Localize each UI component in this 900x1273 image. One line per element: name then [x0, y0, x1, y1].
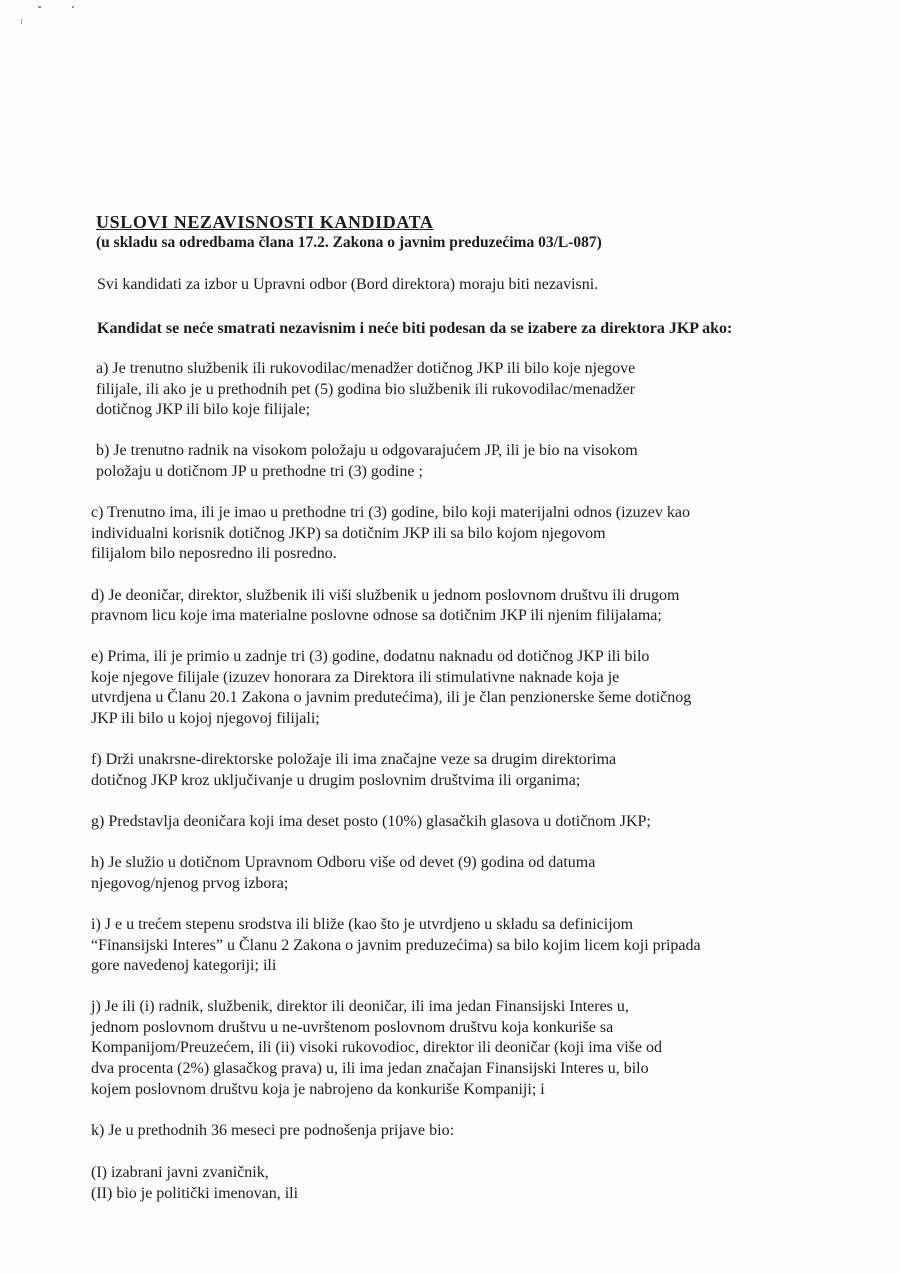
item-e-line-4: JKP ili bilo u kojoj njegovoj filijali;	[91, 710, 320, 727]
scan-mark	[38, 6, 41, 8]
item-a-line-3: dotičnog JKP ili bilo koje filijale;	[96, 401, 311, 418]
item-g-line-1: g) Predstavlja deoničara koji ima deset posto (10%) glasačkih glasova u dotičnom JKP;	[91, 813, 651, 830]
item-j-line-5: kojem poslovnom društvu koja je nabrojeno da konkuriše Kompaniji; i	[91, 1081, 545, 1098]
item-f-line-2: dotičnog JKP kroz uključivanje u drugim poslovnim društvima ili organima;	[91, 772, 581, 789]
item-j-line-4: dva procenta (2%) glasačkog prava) u, ili ima jedan značajan Finansijski Interes u, bilo	[91, 1060, 649, 1077]
item-c-line-3: filijalom bilo neposredno ili posredno.	[91, 545, 337, 562]
item-i-line-2: “Finansijski Interes” u Članu 2 Zakona o javnim preduzećima) sa bilo kojim licem koji pripada	[91, 937, 701, 954]
item-h-line-1: h) Je služio u dotičnom Upravnom Odboru više od devet (9) godina od datuma	[91, 854, 596, 871]
item-d-line-1: d) Je deoničar, direktor, službenik ili viši službenik u jednom poslovnom društvu ili drugom	[91, 587, 680, 604]
item-c-line-1: c) Trenutno ima, ili je imao u prethodne tri (3) godine, bilo koji materijalni odnos (izuzev kao	[91, 504, 690, 521]
item-a-line-2: filijale, ili ako je u prethodnih pet (5) godina bio službenik ili rukovodilac/menadžer	[96, 381, 635, 398]
item-e-line-3: utvrdjena u Članu 20.1 Zakona o javnim predutećima), ili je član penzionerske šeme dotičnog	[91, 689, 692, 706]
item-e-line-2: koje njegove filijale (izuzev honorara za Direktora ili stimulativne naknade koja je	[91, 669, 620, 686]
sub-item-1: (I) izabrani javni zvaničnik,	[91, 1164, 269, 1181]
item-a-line-1: a) Je trenutno službenik ili rukovodilac/menadžer dotičnog JKP ili bilo koje njegove	[96, 360, 636, 377]
document-subtitle: (u skladu sa odredbama člana 17.2. Zakona o javnim preduzećima 03/L-087)	[96, 234, 602, 251]
item-i-line-1: i) J e u trećem stepenu srodstva ili bliže (kao što je utvrdjeno u skladu sa definicijom	[91, 916, 634, 933]
item-j-line-3: Kompanijom/Preuzećem, ili (ii) visoki rukovodioc, direktor ili deoničar (koji ima više od	[91, 1039, 662, 1056]
sub-item-2: (II) bio je politički imenovan, ili	[91, 1185, 299, 1202]
item-f-line-1: f) Drži unakrsne-direktorske položaje ili ima značajne veze sa drugim direktorima	[91, 751, 617, 768]
item-b-line-1: b) Je trenutno radnik na visokom položaju u odgovarajućem JP, ili je bio na visokom	[96, 442, 638, 459]
item-d-line-2: pravnom licu koje ima materialne poslovne odnose sa dotičnim JKP ili njenim filijalama;	[91, 607, 662, 624]
condition-heading: Kandidat se neće smatrati nezavisnim i neće biti podesan da se izabere za direktora JKP ako:	[97, 320, 733, 337]
item-c-line-2: individualni korisnik dotičnog JKP) sa dotičnim JKP ili sa bilo kojom njegovom	[91, 525, 606, 542]
item-e-line-1: e) Prima, ili je primio u zadnje tri (3) godine, dodatnu naknadu od dotičnog JKP ili bilo	[91, 648, 650, 665]
scan-mark	[21, 19, 22, 24]
item-j-line-2: jednom poslovnom društvu u ne-uvrštenom poslovnom društvu koja konkuriše sa	[91, 1019, 614, 1036]
item-j-line-1: j) Je ili (i) radnik, službenik, direktor ili deoničar, ili ima jedan Finansijski Interes u,	[91, 998, 629, 1015]
scan-mark	[72, 6, 74, 8]
item-i-line-3: gore navedenoj kategoriji; ili	[91, 957, 277, 974]
item-h-line-2: njegovog/njenog prvog izbora;	[91, 875, 289, 892]
item-b-line-2: položaju u dotičnom JP u prethodne tri (3) godine ;	[96, 463, 423, 480]
document-title: USLOVI NEZAVISNOSTI KANDIDATA	[96, 212, 434, 232]
intro-paragraph: Svi kandidati za izbor u Upravni odbor (Bord direktora) moraju biti nezavisni.	[97, 276, 599, 293]
item-k-line-1: k) Je u prethodnih 36 meseci pre podnošenja prijave bio:	[91, 1122, 455, 1139]
